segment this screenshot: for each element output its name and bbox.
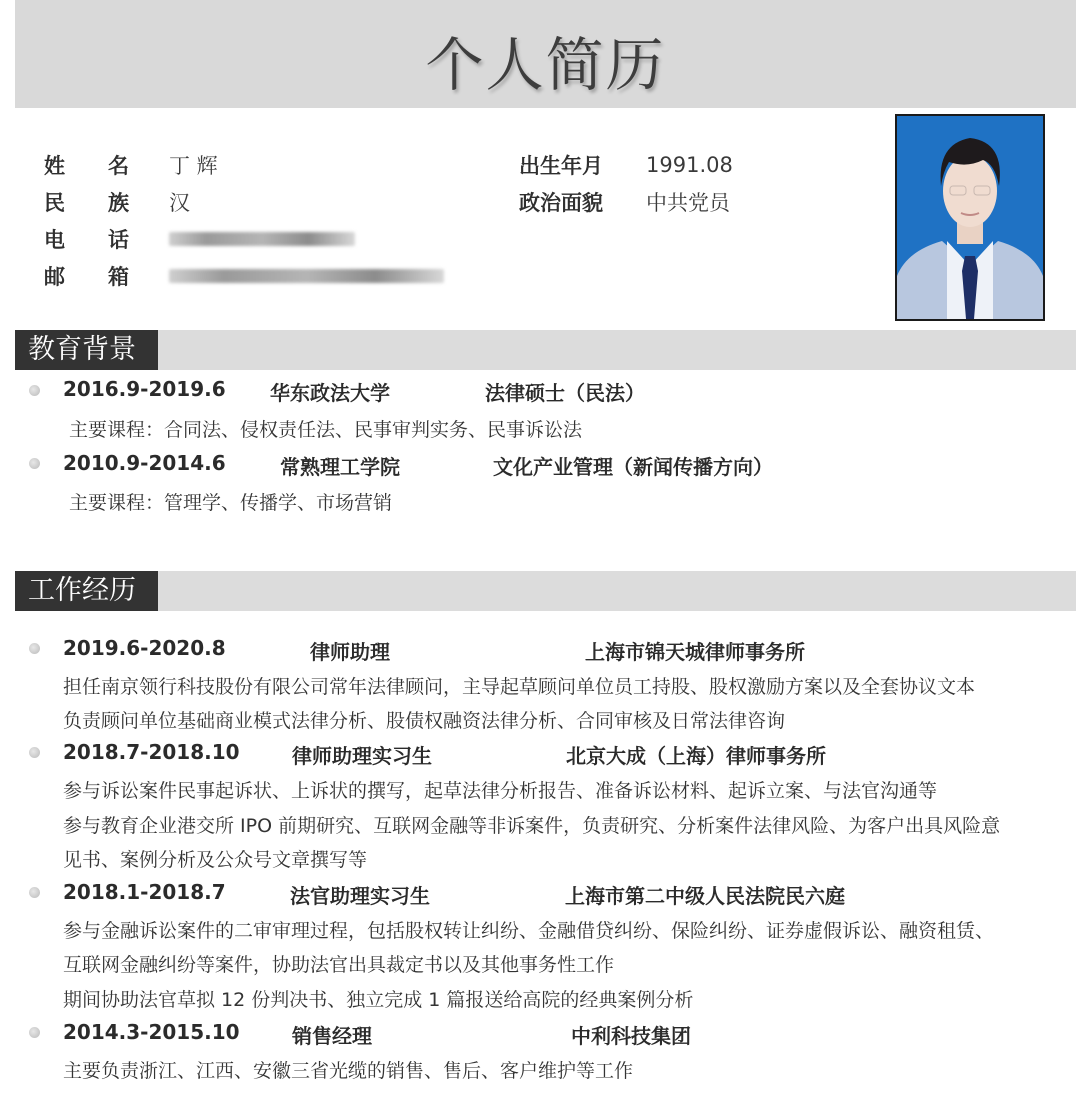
info-row-email (44, 261, 444, 291)
work-detail: 见书、案例分析及公众号文章撰写等 (63, 849, 368, 871)
phone-label: 电 话 (44, 228, 129, 252)
work-org: 中利科技集团 (571, 1024, 691, 1048)
bullet-icon (29, 385, 40, 396)
political-label: 政治面貌 (519, 191, 603, 215)
profile-photo (895, 114, 1045, 321)
work-detail: 参与金融诉讼案件的二审审理过程，包括股权转让纠纷、金融借贷纠纷、保险纠纷、证券虚假诉讼、融资租赁、 (63, 920, 995, 942)
education-section-bar (15, 330, 1076, 370)
name-value: 丁 辉 (169, 154, 218, 178)
work-detail: 主要负责浙江、江西、安徽三省光缆的销售、售后、客户维护等工作 (63, 1060, 634, 1082)
work-detail: 担任南京领行科技股份有限公司常年法律顾问，主导起草顾问单位员工持股、股权激励方案以及全套协议文本 (63, 676, 976, 698)
info-row-phone (44, 224, 355, 254)
birth-value: 1991.08 (646, 153, 733, 177)
work-detail: 参与诉讼案件民事起诉状、上诉状的撰写，起草法律分析报告、准备诉讼材料、起诉立案、与法官沟通等 (63, 780, 938, 802)
work-detail: 互联网金融纠纷等案件，协助法官出具裁定书以及其他事务性工作 (63, 954, 615, 976)
bullet-icon (29, 887, 40, 898)
work-detail: 负责顾问单位基础商业模式法律分析、股债权融资法律分析、合同审核及日常法律咨询 (63, 710, 786, 732)
education-period: 2010.9-2014.6 (63, 451, 226, 475)
bullet-icon (29, 747, 40, 758)
education-degree: 法律硕士（民法） (485, 381, 645, 405)
info-row-political (519, 187, 730, 217)
birth-label: 出生年月 (519, 154, 603, 178)
ethnicity-value: 汉 (169, 191, 190, 215)
email-label: 邮 箱 (44, 265, 129, 289)
work-period: 2019.6-2020.8 (63, 636, 226, 660)
ethnicity-label: 民 族 (44, 191, 129, 215)
education-school: 华东政法大学 (270, 381, 390, 405)
bullet-icon (29, 458, 40, 469)
work-role: 销售经理 (292, 1024, 372, 1048)
bullet-icon (29, 1027, 40, 1038)
info-row-birth (519, 150, 733, 180)
work-period: 2014.3-2015.10 (63, 1020, 240, 1044)
name-label: 姓 名 (44, 154, 129, 178)
work-org: 北京大成（上海）律师事务所 (566, 744, 826, 768)
education-section-title: 教育背景 (15, 330, 158, 370)
work-role: 律师助理 (310, 640, 390, 664)
education-period: 2016.9-2019.6 (63, 377, 226, 401)
page-title: 个人简历 (425, 31, 666, 99)
work-org: 上海市锦天城律师事务所 (585, 640, 805, 664)
bullet-icon (29, 643, 40, 654)
work-section-bar (15, 571, 1076, 611)
title-band (15, 0, 1076, 108)
phone-value-redacted (169, 232, 355, 246)
info-row-ethnicity (44, 187, 190, 217)
work-period: 2018.1-2018.7 (63, 880, 226, 904)
work-org: 上海市第二中级人民法院民六庭 (565, 884, 845, 908)
work-detail: 期间协助法官草拟 12 份判决书、独立完成 1 篇报送给高院的经典案例分析 (63, 989, 694, 1011)
political-value: 中共党员 (646, 191, 730, 215)
work-role: 法官助理实习生 (290, 884, 430, 908)
education-courses: 主要课程：管理学、传播学、市场营销 (69, 492, 393, 514)
work-section-title: 工作经历 (15, 571, 158, 611)
education-school: 常熟理工学院 (280, 455, 400, 479)
work-role: 律师助理实习生 (292, 744, 432, 768)
work-detail: 参与教育企业港交所 IPO 前期研究、互联网金融等非诉案件，负责研究、分析案件法律风险、为客户出具风险意 (63, 815, 1001, 837)
education-degree: 文化产业管理（新闻传播方向） (493, 455, 773, 479)
email-value-redacted (169, 269, 444, 283)
work-period: 2018.7-2018.10 (63, 740, 240, 764)
portrait-icon (897, 116, 1043, 319)
info-row-name (44, 150, 218, 180)
education-courses: 主要课程：合同法、侵权责任法、民事审判实务、民事诉讼法 (69, 419, 583, 441)
